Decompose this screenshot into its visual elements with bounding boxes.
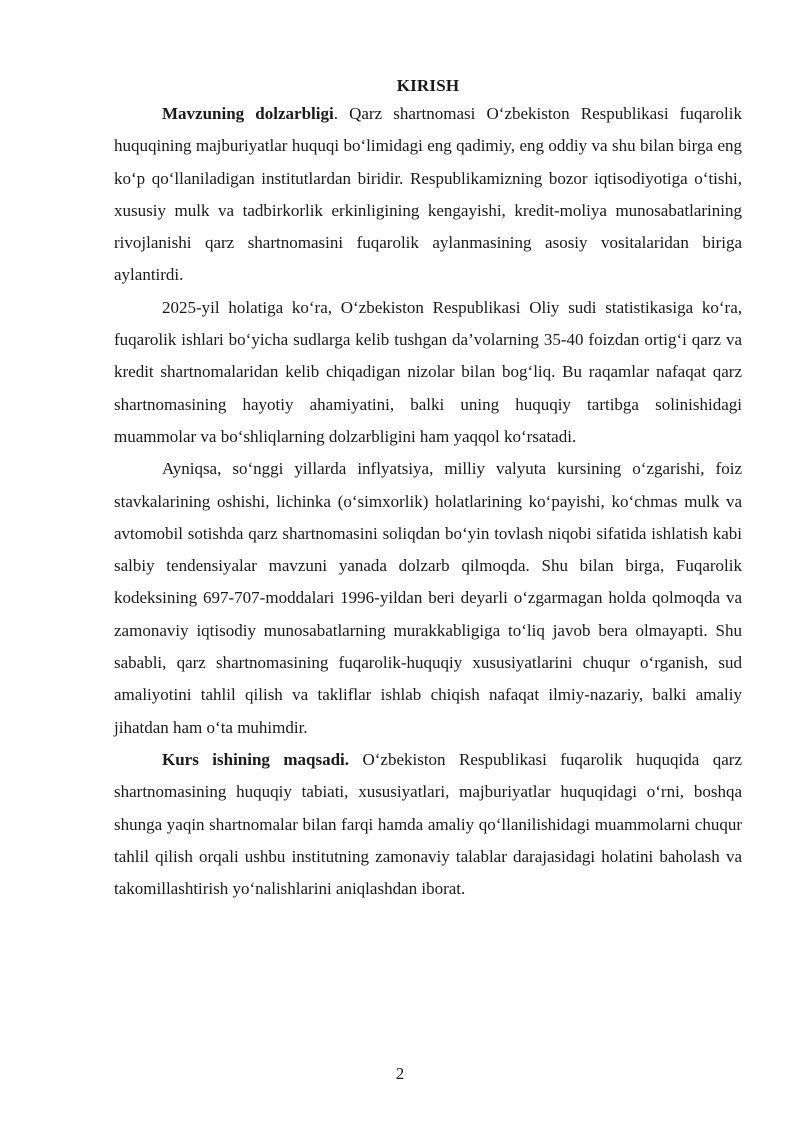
paragraph-lead: Kurs ishining maqsadi. [162, 749, 350, 769]
paragraph-goal [114, 744, 742, 905]
document-page [114, 74, 742, 905]
paragraph-statistics [114, 292, 742, 453]
paragraph-relevance [114, 98, 742, 292]
paragraph-text: Ayniqsa, so‘nggi yillarda inflyatsiya, milliy valyuta kursining o‘zgarishi, foiz stavkalarining oshishi, lichinka (o‘simxorlik) holatlarining ko‘payishi, ko‘chmas mulk va avtomobil sotishda qarz shartnomasini soliqdan bo‘yin tovlash niqobi sifatida ishlatish kabi salbiy tendensiyalar mavzuni yanada dolzarb qilmoqda. Shu bilan birga, Fuqarolik kodeksining 697-707-moddalari 1996-yildan beri deyarli o‘zgarmagan holda qolmoqda va zamonaviy iqtisodiy munosabatlarning murakkabligiga to‘liq javob bera olmayapti. Shu sababli, qarz shartnomasining fuqarolik-huquqiy xususiyatlarini chuqur o‘rganish, sud amaliyotini tahlil qilish va takliflar ishlab chiqish nafaqat ilmiy-nazariy, balki amaliy jihatdan ham o‘ta muhimdir. [114, 459, 742, 737]
section-heading: KIRISH [396, 76, 460, 95]
page-number: 2 [395, 1064, 405, 1083]
paragraph-text: . Qarz shartnomasi O‘zbekiston Respublikasi fuqarolik huquqining majburiyatlar huquqi bo‘limidagi eng qadimiy, eng oddiy va shu bilan birga eng ko‘p qo‘llaniladigan institutlardan biridir. Respublikamizning bozor iqtisodiyotiga o‘tishi, xususiy mulk va tadbirkorlik erkinligining kengayishi, kredit-moliya munosabatlarining rivojlanishi qarz shartnomasini fuqarolik aylanmasining asosiy vositalaridan biriga aylantirdi. [114, 104, 742, 285]
paragraph-text: O‘zbekiston Respublikasi fuqarolik huquqida qarz shartnomasining huquqiy tabiati, xususiyatlari, majburiyatlar huquqidagi o‘rni, boshqa shunga yaqin shartnomalar bilan farqi hamda amaliy qo‘llanilishidagi muammolarni chuqur tahlil qilish orqali ushbu institutning zamonaviy talablar darajasidagi holatini baholash va takomillashtirish yo‘nalishlarini aniqlashdan iborat. [114, 749, 742, 899]
paragraph-lead: Mavzuning dolzarbligi [162, 104, 334, 123]
paragraph-trends [114, 453, 742, 744]
paragraph-text: 2025-yil holatiga ko‘ra, O‘zbekiston Respublikasi Oliy sudi statistikasiga ko‘ra, fuqarolik ishlari bo‘yicha sudlarga kelib tushgan da’volarning 35-40 foizdan ortig‘i qarz va kredit shartnomalaridan kelib chiqadigan nizolar bilan bog‘liq. Bu raqamlar nafaqat qarz shartnomasining hayotiy ahamiyatini, balki uning huquqiy tartibga solinishidagi muammolar va bo‘shliqlarning dolzarbligini ham yaqqol ko‘rsatadi. [114, 297, 742, 446]
